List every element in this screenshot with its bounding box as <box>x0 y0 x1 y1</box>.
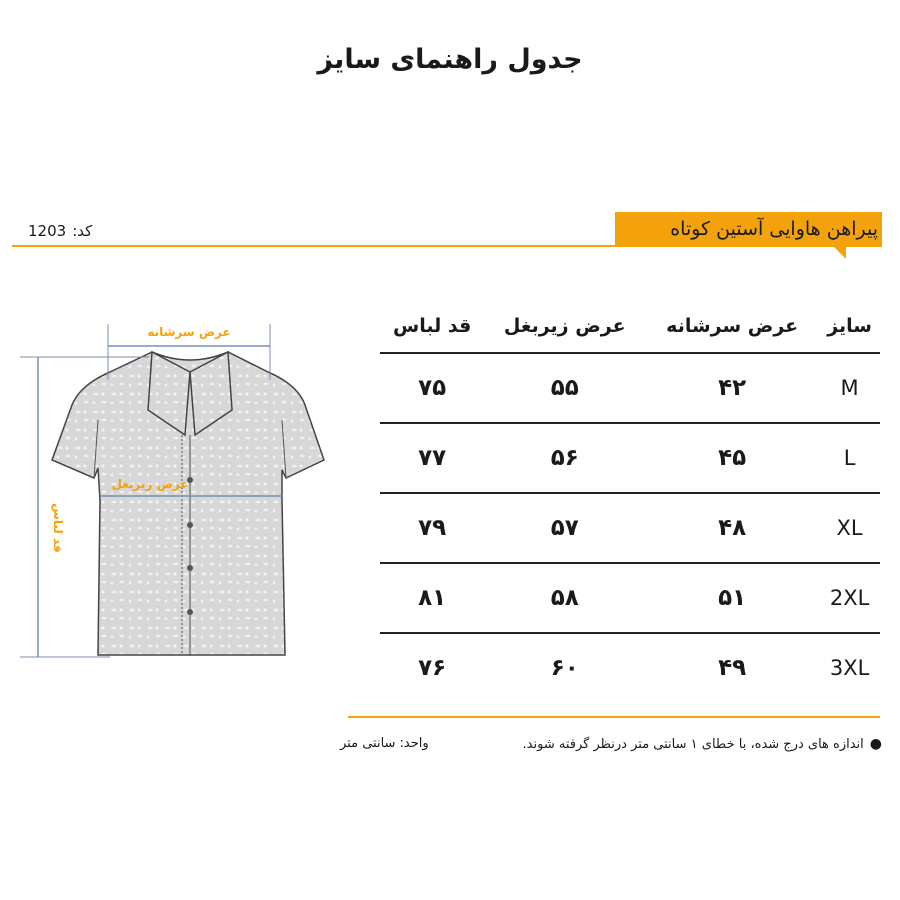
chest-label: عرض زیربغل <box>111 477 189 491</box>
size-cell: XL <box>819 493 880 563</box>
table-header-row <box>380 300 880 353</box>
size-cell: 3XL <box>829 656 870 680</box>
chest-cell: ۵۵ <box>484 353 645 423</box>
shoulder-cell: ۴۵ <box>645 423 819 493</box>
shirt-diagram <box>0 300 340 680</box>
shoulder-cell: ۵۱ <box>645 563 819 633</box>
chest-cell: ۶۰ <box>550 655 579 681</box>
table-row <box>380 633 880 702</box>
shoulder-label: عرض سرشانه <box>147 325 231 339</box>
length-cell: ۷۵ <box>380 353 484 423</box>
product-code-value: 1203 <box>28 222 67 240</box>
tab-notch <box>834 247 846 259</box>
table-row <box>380 493 880 563</box>
table-row <box>380 353 880 423</box>
product-code <box>22 222 92 240</box>
unit-note: واحد: سانتی متر <box>340 736 429 751</box>
length-cell: ۸۱ <box>380 563 484 633</box>
page-title: جدول راهنمای سایز <box>317 44 583 75</box>
table-row <box>380 563 880 633</box>
chest-cell: ۵۷ <box>484 493 645 563</box>
size-cell: M <box>819 353 880 423</box>
notes-divider <box>348 716 880 718</box>
size-table <box>380 300 880 702</box>
shoulder-cell: ۴۲ <box>645 353 819 423</box>
length-cell: ۷۹ <box>380 493 484 563</box>
length-label: قد لباس <box>51 503 65 553</box>
header-shoulder: عرض سرشانه <box>645 300 819 353</box>
shoulder-cell: ۴۸ <box>645 493 819 563</box>
length-cell: ۷۷ <box>380 423 484 493</box>
product-code-label: کد: <box>72 222 93 240</box>
header-chest: عرض زیربغل <box>484 300 645 353</box>
size-cell: L <box>819 423 880 493</box>
size-cell: 2XL <box>819 563 880 633</box>
table-row <box>380 423 880 493</box>
tolerance-note <box>523 736 882 752</box>
tolerance-note-text: اندازه های درج شده، با خطای ۱ سانتی متر درنظر گرفته شوند. <box>522 737 864 752</box>
shoulder-cell: ۴۹ <box>718 655 747 681</box>
chest-cell: ۵۸ <box>484 563 645 633</box>
product-name-tab: پیراهن هاوایی آستین کوتاه <box>615 212 882 247</box>
header-length: قد لباس <box>380 300 484 353</box>
length-cell: ۷۶ <box>418 655 447 681</box>
chest-cell: ۵۶ <box>484 423 645 493</box>
bullet-icon: ● <box>869 736 882 752</box>
header-size: سایز <box>819 300 880 353</box>
